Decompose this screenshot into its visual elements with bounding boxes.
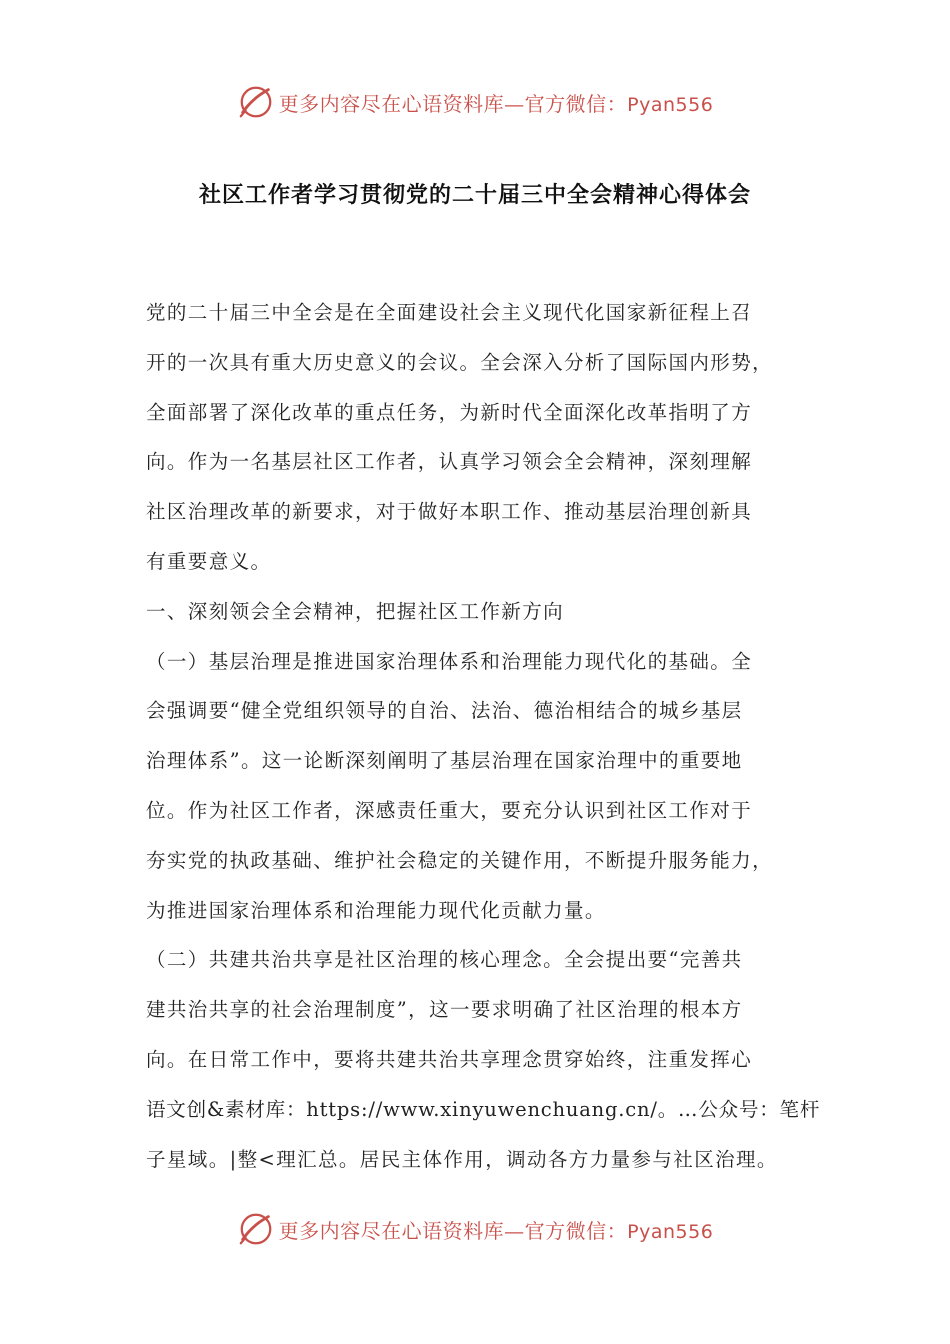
banner-wechat-id: Pyan556 xyxy=(627,93,714,116)
header-watermark-banner xyxy=(0,80,950,124)
text-line: 夯实党的执政基础、维护社会稳定的关键作用，不断提升服务能力， xyxy=(146,848,774,872)
pen-logo-icon xyxy=(237,83,275,121)
text-line: （二）共建共治共享是社区治理的核心理念。全会提出要“完善共 xyxy=(146,948,743,972)
text-line: 开的一次具有重大历史意义的会议。全会深入分析了国际国内形势， xyxy=(146,350,774,374)
text-line: 语文创&素材库：https://www.xinyuwenchuang.cn/。…公众号：笔杆 xyxy=(146,1097,821,1121)
text-line: 会强调要“健全党组织领导的自治、法治、德治相结合的城乡基层 xyxy=(146,699,743,723)
document-body xyxy=(146,288,822,1184)
text-line: 子星域。|整<理汇总。居民主体作用，调动各方力量参与社区治理。 xyxy=(146,1147,778,1171)
section-heading: 一、深刻领会全会精神，把握社区工作新方向 xyxy=(146,599,565,623)
banner-text-cn: 更多内容尽在心语资料库—官方微信： xyxy=(278,91,628,116)
text-line: 建共治共享的社会治理制度”，这一要求明确了社区治理的根本方 xyxy=(146,998,743,1022)
text-line: 全面部署了深化改革的重点任务，为新时代全面深化改革指明了方 xyxy=(146,400,753,424)
text-line: 位。作为社区工作者，深感责任重大，要充分认识到社区工作对于 xyxy=(146,798,753,822)
text-line: 为推进国家治理体系和治理能力现代化贡献力量。 xyxy=(146,898,606,922)
text-line: （一）基层治理是推进国家治理体系和治理能力现代化的基础。全 xyxy=(146,649,753,673)
text-line: 社区治理改革的新要求，对于做好本职工作、推动基层治理创新具 xyxy=(146,500,753,524)
text-line: 向。作为一名基层社区工作者，认真学习领会全会精神，深刻理解 xyxy=(146,450,753,474)
banner-text-cn: 更多内容尽在心语资料库—官方微信： xyxy=(278,1218,628,1243)
text-line: 治理体系”。这一论断深刻阐明了基层治理在国家治理中的重要地 xyxy=(146,749,743,773)
document-title: 社区工作者学习贯彻党的二十届三中全会精神心得体会 xyxy=(198,182,751,208)
banner-text xyxy=(279,88,714,117)
banner-text xyxy=(279,1215,714,1244)
footer-watermark-banner xyxy=(0,1207,950,1251)
banner-wechat-id: Pyan556 xyxy=(627,1220,714,1243)
text-line: 有重要意义。 xyxy=(146,549,272,573)
pen-logo-icon xyxy=(237,1210,275,1248)
text-line: 向。在日常工作中，要将共建共治共享理念贯穿始终，注重发挥心 xyxy=(146,1047,753,1071)
text-line: 党的二十届三中全会是在全面建设社会主义现代化国家新征程上召 xyxy=(146,301,753,324)
